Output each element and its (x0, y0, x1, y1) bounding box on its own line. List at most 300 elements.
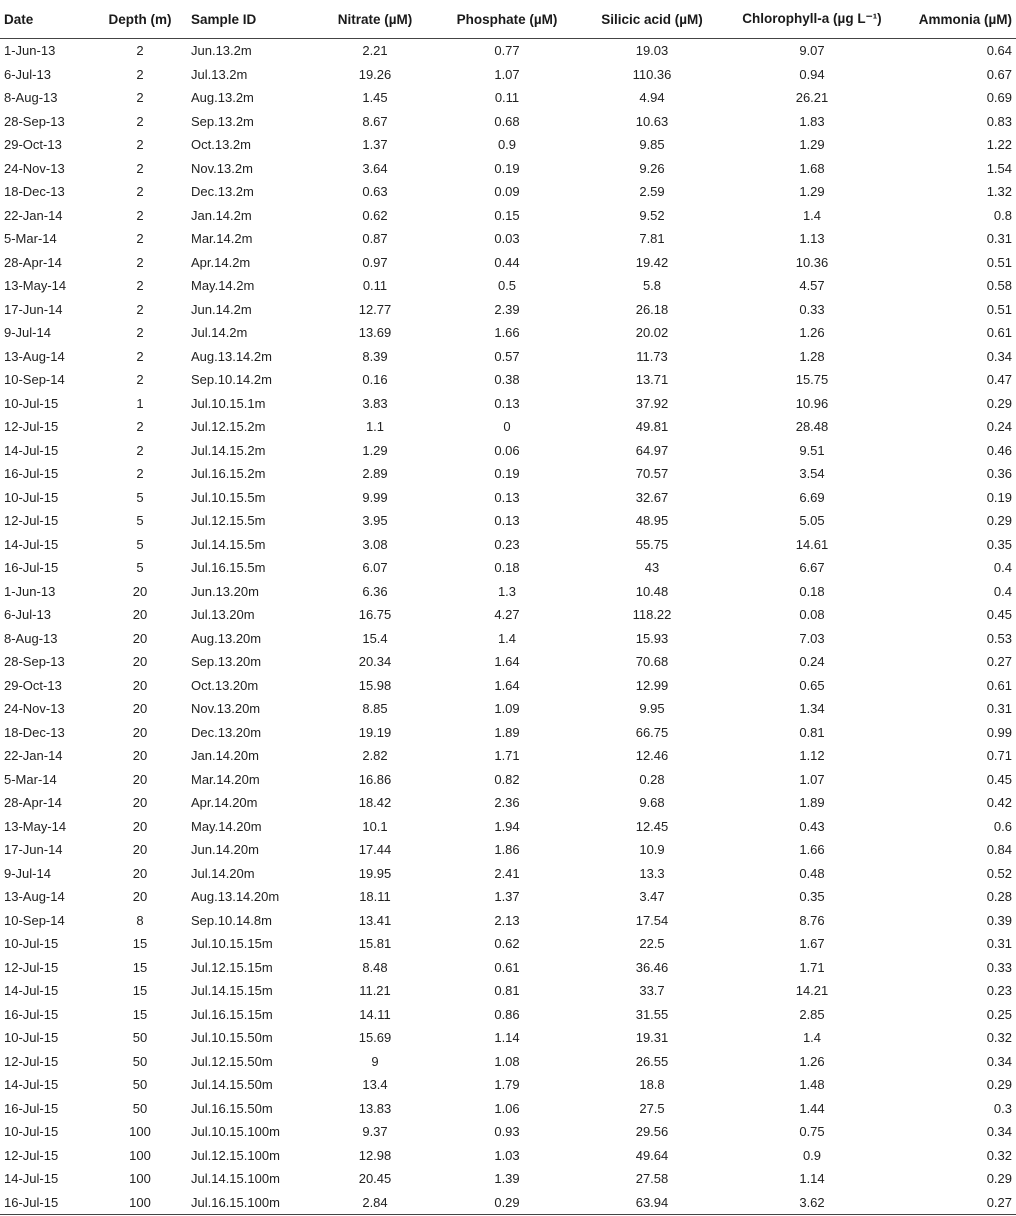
cell-phosphate: 0.9 (497, 137, 517, 153)
cell-nitrate: 2.82 (362, 748, 388, 764)
cell-nitrate: 19.19 (358, 724, 392, 740)
cell-ammonia: 0.84 (986, 842, 1012, 858)
table-row (0, 674, 1016, 698)
table-row (0, 1191, 1016, 1215)
cell-chlorophyll-a: 0.33 (799, 301, 825, 317)
cell-ammonia: 0.51 (986, 301, 1012, 317)
cell-phosphate: 0.77 (494, 43, 520, 59)
cell-phosphate: 0.06 (494, 442, 520, 458)
cell-date: 24-Nov-13 (4, 160, 65, 176)
cell-chlorophyll-a: 0.08 (799, 607, 825, 623)
cell-chlorophyll-a: 14.61 (795, 536, 829, 552)
cell-nitrate: 17.44 (358, 842, 392, 858)
cell-phosphate: 0.19 (494, 466, 520, 482)
cell-ammonia: 0.31 (986, 936, 1012, 952)
cell-chlorophyll-a: 0.75 (799, 1124, 825, 1140)
cell-silicic-acid: 9.52 (639, 207, 665, 223)
cell-silicic-acid: 70.68 (635, 654, 669, 670)
cell-date: 8-Aug-13 (4, 90, 58, 106)
cell-date: 13-Aug-14 (4, 348, 65, 364)
cell-sample-id: Jun.13.20m (191, 583, 259, 599)
cell-depth: 2 (136, 442, 144, 458)
cell-phosphate: 0.68 (494, 113, 520, 129)
cell-sample-id: Jul.10.15.50m (191, 1030, 273, 1046)
cell-date: 10-Sep-14 (4, 912, 65, 928)
table-row (0, 39, 1016, 63)
cell-nitrate: 8.39 (362, 348, 388, 364)
cell-depth: 20 (132, 607, 148, 623)
cell-date: 10-Jul-15 (4, 395, 59, 411)
header-sample-id: Sample ID (187, 0, 310, 39)
cell-chlorophyll-a: 3.62 (730, 1191, 894, 1215)
cell-date: 10-Jul-15 (4, 936, 59, 952)
cell-depth: 2 (136, 43, 144, 59)
cell-phosphate: 0.13 (494, 395, 520, 411)
table-row (0, 838, 1016, 862)
cell-date: 16-Jul-15 (4, 466, 59, 482)
cell-nitrate: 8.85 (362, 701, 388, 717)
table-row (0, 251, 1016, 275)
cell-silicic-acid: 27.5 (639, 1100, 665, 1116)
cell-depth: 2 (136, 207, 144, 223)
cell-chlorophyll-a: 1.13 (799, 231, 825, 247)
cell-silicic-acid: 48.95 (635, 513, 669, 529)
cell-date: 28-Sep-13 (4, 113, 65, 129)
cell-sample-id: Jul.10.15.1m (191, 395, 266, 411)
cell-silicic-acid: 63.94 (574, 1191, 730, 1215)
cell-chlorophyll-a: 0.65 (799, 677, 825, 693)
cell-nitrate: 19.95 (358, 865, 392, 881)
header-depth: Depth (m) (93, 0, 187, 39)
cell-silicic-acid: 22.5 (639, 936, 665, 952)
cell-phosphate: 2.13 (494, 912, 520, 928)
cell-depth: 2 (136, 113, 144, 129)
cell-phosphate: 0.82 (494, 771, 520, 787)
cell-depth: 2 (136, 278, 144, 294)
cell-silicic-acid: 19.31 (635, 1030, 669, 1046)
cell-silicic-acid: 3.47 (639, 889, 665, 905)
cell-sample-id: Oct.13.2m (191, 137, 251, 153)
cell-ammonia: 0.53 (986, 630, 1012, 646)
cell-phosphate: 1.64 (494, 677, 520, 693)
cell-sample-id: Jul.14.20m (191, 865, 255, 881)
cell-chlorophyll-a: 1.12 (799, 748, 825, 764)
cell-date: 18-Dec-13 (4, 184, 65, 200)
cell-date: 9-Jul-14 (4, 325, 51, 341)
cell-silicic-acid: 13.3 (639, 865, 665, 881)
cell-nitrate: 18.11 (359, 889, 391, 905)
cell-silicic-acid: 5.8 (642, 278, 662, 294)
cell-phosphate: 1.37 (494, 889, 520, 905)
cell-nitrate: 15.4 (362, 630, 388, 646)
cell-date: 6-Jul-13 (4, 607, 51, 623)
cell-ammonia: 0.32 (986, 1147, 1012, 1163)
cell-silicic-acid: 0.28 (639, 771, 665, 787)
cell-chlorophyll-a: 1.68 (799, 160, 825, 176)
cell-chlorophyll-a: 1.67 (799, 936, 825, 952)
cell-depth: 15 (132, 959, 148, 975)
cell-silicic-acid: 4.94 (639, 90, 665, 106)
cell-date: 1-Jun-13 (4, 583, 56, 599)
cell-depth: 20 (132, 701, 148, 717)
cell-chlorophyll-a: 1.26 (799, 1053, 825, 1069)
cell-sample-id: Jul.14.15.15m (191, 983, 273, 999)
cell-phosphate: 2.39 (494, 301, 520, 317)
cell-phosphate: 0.57 (494, 348, 520, 364)
cell-silicic-acid: 20.02 (635, 325, 669, 341)
cell-sample-id: Apr.14.2m (191, 254, 251, 270)
table-row (0, 439, 1016, 463)
cell-silicic-acid: 66.75 (635, 724, 669, 740)
cell-date: 16-Jul-15 (0, 1191, 93, 1215)
cell-sample-id: Jul.10.15.15m (191, 936, 273, 952)
cell-phosphate: 1.08 (494, 1053, 520, 1069)
cell-date: 17-Jun-14 (4, 842, 63, 858)
cell-date: 16-Jul-15 (4, 560, 59, 576)
cell-depth: 2 (136, 419, 144, 435)
cell-nitrate: 13.83 (358, 1100, 392, 1116)
cell-depth: 5 (136, 536, 144, 552)
cell-chlorophyll-a: 5.05 (799, 513, 825, 529)
cell-sample-id: Jul.13.20m (191, 607, 255, 623)
cell-sample-id: Sep.13.20m (191, 654, 262, 670)
cell-depth: 2 (136, 231, 144, 247)
cell-ammonia: 0.35 (986, 536, 1012, 552)
cell-chlorophyll-a: 1.07 (799, 771, 825, 787)
cell-chlorophyll-a: 1.48 (799, 1077, 825, 1093)
table-row (0, 509, 1016, 533)
cell-depth: 50 (132, 1053, 148, 1069)
cell-ammonia: 0.42 (986, 795, 1012, 811)
cell-sample-id: Jan.14.2m (191, 207, 252, 223)
table-row (0, 86, 1016, 110)
cell-ammonia: 0.45 (986, 607, 1012, 623)
cell-silicic-acid: 29.56 (635, 1124, 669, 1140)
cell-phosphate: 1.79 (494, 1077, 520, 1093)
cell-nitrate: 6.36 (362, 583, 388, 599)
cell-silicic-acid: 19.03 (635, 43, 669, 59)
cell-nitrate: 15.98 (358, 677, 392, 693)
cell-silicic-acid: 9.68 (639, 795, 665, 811)
cell-depth: 100 (129, 1171, 151, 1187)
table-body (0, 39, 1016, 1215)
cell-date: 14-Jul-15 (4, 442, 59, 458)
cell-depth: 20 (132, 748, 148, 764)
cell-depth: 100 (129, 1124, 151, 1140)
cell-date: 13-May-14 (4, 278, 67, 294)
table-row (0, 862, 1016, 886)
cell-date: 14-Jul-15 (4, 983, 59, 999)
cell-phosphate: 0.93 (494, 1124, 520, 1140)
cell-silicic-acid: 33.7 (639, 983, 665, 999)
cell-nitrate: 6.07 (362, 560, 388, 576)
cell-ammonia: 0.23 (986, 983, 1012, 999)
cell-ammonia: 0.4 (993, 560, 1012, 576)
cell-nitrate: 8.67 (362, 113, 388, 129)
cell-phosphate: 1.39 (494, 1171, 520, 1187)
cell-nitrate: 1.29 (362, 442, 388, 458)
cell-sample-id: Jul.16.15.100m (187, 1191, 310, 1215)
cell-nitrate: 18.42 (358, 795, 392, 811)
cell-chlorophyll-a: 10.96 (795, 395, 829, 411)
cell-silicic-acid: 18.8 (639, 1077, 665, 1093)
table-row (0, 1120, 1016, 1144)
cell-sample-id: Nov.13.2m (191, 160, 253, 176)
cell-sample-id: Sep.13.2m (191, 113, 254, 129)
cell-silicic-acid: 49.64 (635, 1147, 669, 1163)
cell-date: 17-Jun-14 (4, 301, 63, 317)
cell-ammonia: 1.54 (986, 160, 1012, 176)
cell-phosphate: 0.23 (494, 536, 520, 552)
cell-nitrate: 0.11 (362, 278, 388, 294)
cell-date: 1-Jun-13 (4, 43, 56, 59)
cell-sample-id: Aug.13.2m (191, 90, 254, 106)
cell-chlorophyll-a: 1.26 (799, 325, 825, 341)
cell-date: 22-Jan-14 (4, 207, 63, 223)
cell-nitrate: 8.48 (362, 959, 388, 975)
cell-chlorophyll-a: 0.35 (799, 889, 825, 905)
cell-nitrate: 0.97 (362, 254, 388, 270)
cell-date: 16-Jul-15 (4, 1006, 59, 1022)
cell-silicic-acid: 10.48 (635, 583, 669, 599)
cell-nitrate: 9 (371, 1053, 379, 1069)
table-row (0, 556, 1016, 580)
cell-chlorophyll-a: 28.48 (795, 419, 829, 435)
cell-sample-id: Sep.10.14.2m (191, 372, 272, 388)
cell-phosphate: 1.4 (497, 630, 517, 646)
table-row (0, 885, 1016, 909)
cell-ammonia: 0.6 (993, 818, 1012, 834)
table-row (0, 1144, 1016, 1168)
cell-phosphate: 0.18 (494, 560, 520, 576)
cell-ammonia: 0.34 (986, 1053, 1012, 1069)
cell-nitrate: 15.69 (358, 1030, 392, 1046)
cell-ammonia: 0.64 (986, 43, 1012, 59)
cell-ammonia: 0.4 (993, 583, 1012, 599)
cell-ammonia: 1.22 (986, 137, 1012, 153)
cell-nitrate: 12.98 (358, 1147, 392, 1163)
cell-ammonia: 0.46 (986, 442, 1012, 458)
table-row (0, 909, 1016, 933)
cell-chlorophyll-a: 4.57 (799, 278, 825, 294)
cell-ammonia: 0.29 (986, 1171, 1012, 1187)
cell-sample-id: Jul.10.15.5m (191, 489, 266, 505)
cell-chlorophyll-a: 1.4 (802, 1030, 822, 1046)
table-row (0, 392, 1016, 416)
cell-silicic-acid: 7.81 (639, 231, 665, 247)
cell-date: 28-Apr-14 (4, 795, 62, 811)
cell-depth: 100 (93, 1191, 187, 1215)
cell-date: 10-Sep-14 (4, 372, 65, 388)
cell-silicic-acid: 55.75 (635, 536, 669, 552)
cell-chlorophyll-a: 1.28 (799, 348, 825, 364)
cell-depth: 15 (132, 983, 148, 999)
cell-date: 29-Oct-13 (4, 677, 62, 693)
cell-phosphate: 0.5 (497, 278, 517, 294)
cell-ammonia: 0.27 (986, 654, 1012, 670)
table-row (0, 345, 1016, 369)
cell-depth: 5 (136, 489, 144, 505)
table-row (0, 580, 1016, 604)
table-row (0, 321, 1016, 345)
cell-date: 14-Jul-15 (4, 536, 59, 552)
cell-phosphate: 1.64 (494, 654, 520, 670)
cell-date: 29-Oct-13 (4, 137, 62, 153)
table-row (0, 110, 1016, 134)
cell-silicic-acid: 31.55 (635, 1006, 669, 1022)
cell-nitrate: 14.11 (359, 1006, 391, 1022)
cell-phosphate: 0.29 (440, 1191, 574, 1215)
cell-date: 14-Jul-15 (4, 1077, 59, 1093)
header-row (0, 0, 1016, 39)
cell-phosphate: 1.71 (494, 748, 520, 764)
cell-date: 5-Mar-14 (4, 231, 57, 247)
cell-sample-id: Dec.13.2m (191, 184, 254, 200)
table-row (0, 368, 1016, 392)
cell-depth: 20 (132, 795, 148, 811)
cell-silicic-acid: 37.92 (635, 395, 669, 411)
cell-date: 5-Mar-14 (4, 771, 57, 787)
cell-depth: 5 (136, 560, 144, 576)
cell-sample-id: Dec.13.20m (191, 724, 262, 740)
cell-date: 22-Jan-14 (4, 748, 63, 764)
cell-date: 28-Sep-13 (4, 654, 65, 670)
cell-ammonia: 0.61 (986, 677, 1012, 693)
cell-ammonia: 0.45 (986, 771, 1012, 787)
cell-sample-id: Nov.13.20m (191, 701, 261, 717)
cell-depth: 2 (136, 372, 144, 388)
cell-sample-id: Jul.12.15.5m (191, 513, 266, 529)
cell-date: 10-Jul-15 (4, 1124, 59, 1140)
cell-silicic-acid: 26.18 (635, 301, 669, 317)
cell-nitrate: 13.69 (358, 325, 392, 341)
cell-ammonia: 0.27 (894, 1191, 1016, 1215)
table-row (0, 1097, 1016, 1121)
cell-ammonia: 1.32 (986, 184, 1012, 200)
cell-chlorophyll-a: 9.07 (799, 43, 825, 59)
cell-phosphate: 1.89 (494, 724, 520, 740)
cell-date: 28-Apr-14 (4, 254, 62, 270)
cell-chlorophyll-a: 0.24 (799, 654, 825, 670)
cell-depth: 2 (136, 160, 144, 176)
cell-chlorophyll-a: 0.48 (799, 865, 825, 881)
cell-depth: 5 (136, 513, 144, 529)
cell-ammonia: 0.52 (986, 865, 1012, 881)
cell-depth: 20 (132, 677, 148, 693)
cell-sample-id: Jul.16.15.5m (191, 560, 266, 576)
cell-phosphate: 1.14 (494, 1030, 520, 1046)
cell-nitrate: 13.4 (362, 1077, 388, 1093)
cell-nitrate: 9.99 (362, 489, 388, 505)
cell-date: 10-Jul-15 (4, 1030, 59, 1046)
cell-depth: 20 (132, 630, 148, 646)
cell-sample-id: Aug.13.14.20m (191, 889, 280, 905)
cell-phosphate: 0.11 (494, 90, 520, 106)
cell-sample-id: Jan.14.20m (191, 748, 259, 764)
cell-silicic-acid: 64.97 (635, 442, 669, 458)
cell-nitrate: 3.64 (362, 160, 388, 176)
table-row (0, 956, 1016, 980)
cell-nitrate: 3.08 (362, 536, 388, 552)
header-chlorophyll-a: Chlorophyll-a (µg L⁻¹) (730, 0, 894, 39)
cell-ammonia: 0.58 (986, 278, 1012, 294)
cell-chlorophyll-a: 0.18 (799, 583, 825, 599)
header-phosphate: Phosphate (µM) (440, 0, 574, 39)
cell-silicic-acid: 70.57 (635, 466, 669, 482)
cell-silicic-acid: 26.55 (635, 1053, 669, 1069)
cell-depth: 2 (136, 254, 144, 270)
cell-silicic-acid: 11.73 (636, 348, 668, 364)
cell-silicic-acid: 118.22 (632, 607, 672, 623)
cell-chlorophyll-a: 3.54 (799, 466, 825, 482)
cell-chlorophyll-a: 8.76 (799, 912, 825, 928)
cell-sample-id: Jul.14.15.50m (191, 1077, 273, 1093)
cell-sample-id: Jul.12.15.100m (191, 1147, 280, 1163)
cell-phosphate: 0 (503, 419, 511, 435)
cell-silicic-acid: 10.9 (639, 842, 665, 858)
cell-silicic-acid: 43 (644, 560, 660, 576)
cell-chlorophyll-a: 1.14 (799, 1171, 825, 1187)
cell-sample-id: Jun.13.2m (191, 43, 252, 59)
cell-chlorophyll-a: 0.9 (802, 1147, 822, 1163)
cell-ammonia: 0.99 (986, 724, 1012, 740)
cell-depth: 2 (136, 301, 144, 317)
cell-ammonia: 0.61 (986, 325, 1012, 341)
cell-sample-id: Jul.16.15.2m (191, 466, 266, 482)
table-row (0, 133, 1016, 157)
cell-phosphate: 1.07 (494, 66, 520, 82)
cell-phosphate: 0.81 (494, 983, 520, 999)
cell-sample-id: Apr.14.20m (191, 795, 258, 811)
cell-nitrate: 11.21 (359, 983, 391, 999)
cell-chlorophyll-a: 1.34 (799, 701, 825, 717)
cell-chlorophyll-a: 0.43 (799, 818, 825, 834)
cell-ammonia: 0.69 (986, 90, 1012, 106)
cell-ammonia: 0.32 (986, 1030, 1012, 1046)
cell-sample-id: Jul.16.15.50m (191, 1100, 273, 1116)
cell-ammonia: 0.34 (986, 348, 1012, 364)
cell-ammonia: 0.31 (986, 701, 1012, 717)
table-row (0, 204, 1016, 228)
cell-chlorophyll-a: 1.83 (799, 113, 825, 129)
cell-nitrate: 16.86 (358, 771, 392, 787)
cell-ammonia: 0.19 (986, 489, 1012, 505)
cell-sample-id: Jul.14.15.2m (191, 442, 266, 458)
cell-phosphate: 4.27 (494, 607, 520, 623)
table-row (0, 63, 1016, 87)
table-row (0, 1026, 1016, 1050)
cell-date: 8-Aug-13 (4, 630, 58, 646)
cell-nitrate: 13.41 (358, 912, 392, 928)
table-row (0, 744, 1016, 768)
cell-sample-id: Jul.10.15.100m (191, 1124, 280, 1140)
cell-depth: 20 (132, 842, 148, 858)
cell-depth: 2 (136, 184, 144, 200)
cell-sample-id: Jul.12.15.15m (191, 959, 273, 975)
cell-depth: 1 (136, 395, 144, 411)
cell-sample-id: Jul.14.2m (191, 325, 248, 341)
cell-ammonia: 0.8 (993, 207, 1012, 223)
table-row (0, 932, 1016, 956)
table-row (0, 415, 1016, 439)
cell-phosphate: 0.61 (494, 959, 520, 975)
cell-date: 16-Jul-15 (4, 1100, 59, 1116)
cell-nitrate: 15.81 (358, 936, 392, 952)
cell-sample-id: Mar.14.2m (191, 231, 253, 247)
cell-chlorophyll-a: 10.36 (795, 254, 829, 270)
cell-phosphate: 0.13 (494, 489, 520, 505)
cell-silicic-acid: 110.36 (632, 66, 672, 82)
